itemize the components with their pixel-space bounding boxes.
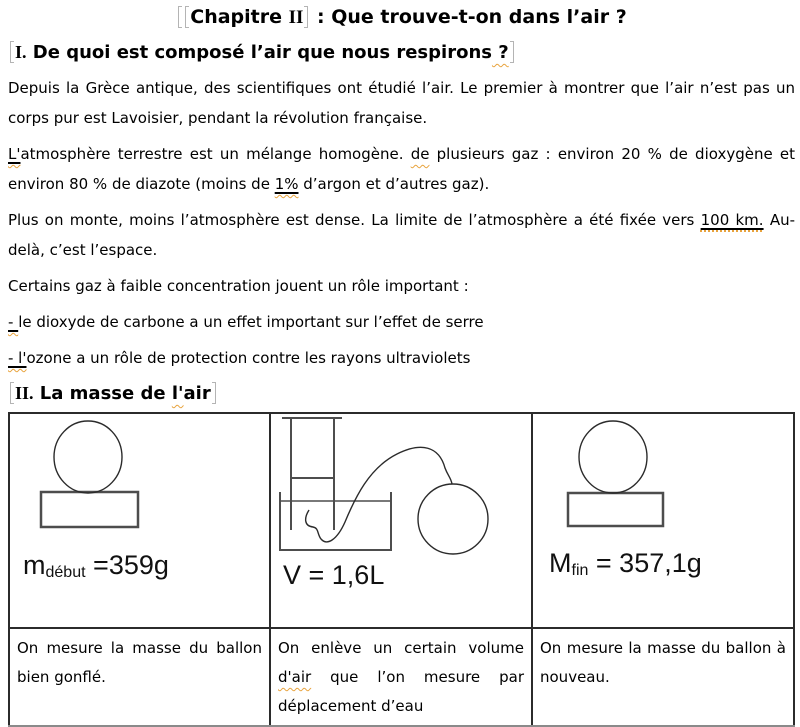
text-segment: atmosphère terrestre est un mélange homogène.	[20, 145, 411, 163]
cell-volume-measurement	[270, 413, 532, 628]
paragraph-history-text: Depuis la Grèce antique, des scientifiques ont étudié l’air. Le premier à montrer que l’air n’est pas un corps pur est Lavoisier, pendant la révolution française.	[8, 79, 795, 127]
bookmark-bracket-icon	[184, 6, 189, 28]
caption-initial-mass	[9, 628, 270, 726]
proof-squiggle: d'air	[278, 668, 312, 686]
cell-initial-mass	[9, 413, 270, 628]
caption-text: On mesure la masse du ballon bien gonflé.	[17, 639, 262, 686]
text-segment: Au-delà, c’est l’espace.	[8, 211, 796, 259]
balloon-circle	[54, 421, 122, 493]
bookmark-bracket-icon	[304, 6, 309, 28]
bookmark-bracket-icon	[9, 382, 14, 404]
section-2-numeral: II.	[15, 383, 34, 403]
bookmark-bracket-icon	[9, 41, 14, 63]
mass-subscript: fin	[571, 562, 589, 579]
section-1-numeral: I.	[15, 42, 27, 62]
caption-final-mass	[532, 628, 794, 726]
chapter-numeral: II	[288, 7, 304, 28]
diagram-row	[9, 413, 794, 628]
text-segment: Certains gaz à faible concentration jouent un rôle important :	[8, 277, 469, 295]
bookmark-bracket-icon	[212, 382, 217, 404]
section-1-text: De quoi est composé l’air que nous respirons	[26, 42, 492, 63]
proof-squiggle: -	[8, 313, 19, 331]
proofed-segment	[275, 175, 299, 193]
text-segment: d’argon et d’autres gaz).	[298, 175, 490, 193]
section-2-text-end: air	[183, 383, 211, 404]
balloon-on-scale-diagram	[10, 414, 270, 627]
proof-squiggle: l'	[171, 383, 184, 404]
section-1-proof-mark: ?	[491, 42, 509, 63]
proof-squiggle: 1%	[274, 175, 299, 193]
proofed-segment	[8, 349, 26, 367]
caption-volume	[270, 628, 532, 726]
mass-value: =359g	[85, 550, 169, 580]
text-segment: ozone a un rôle de protection contre les rayons ultraviolets	[26, 349, 471, 367]
balloon-circle	[579, 421, 647, 493]
proof-squiggle: - l'	[8, 349, 27, 367]
paragraph-trace-gases	[8, 271, 795, 301]
mass-subscript: début	[45, 564, 86, 581]
bookmark-bracket-icon	[177, 6, 182, 28]
scale-rect	[41, 492, 138, 527]
paragraph-history	[8, 73, 795, 133]
section-heading-2	[8, 379, 795, 408]
volume-value: V = 1,6L	[283, 560, 385, 590]
proof-squiggle: L'	[8, 145, 21, 163]
chapter-question: : Que trouve-t-on dans l’air ?	[310, 6, 627, 28]
caption-text: que l’on mesure par déplacement d’eau	[278, 668, 524, 715]
text-segment: plusieurs gaz : environ 20 % de dioxygène et environ 80 % de diazote (moins de	[8, 145, 796, 193]
paragraph-composition	[8, 139, 795, 199]
mass-symbol: M	[549, 548, 572, 578]
mass-symbol: m	[23, 550, 46, 580]
volume-label	[283, 560, 384, 591]
proof-squiggle: de	[410, 145, 430, 163]
proof-dotted: 100 km.	[700, 211, 764, 229]
bullet-co2	[8, 307, 795, 337]
section-heading-1	[8, 38, 795, 67]
proofed-segment	[8, 313, 18, 331]
text-segment: Plus on monte, moins l’atmosphère est dense. La limite de l’atmosphère a été fixée vers	[8, 211, 701, 229]
cell-final-mass	[532, 413, 794, 628]
chapter-word: Chapitre	[190, 6, 289, 28]
section-2-text: La masse de	[33, 383, 172, 404]
scale-rect	[568, 493, 663, 526]
proofed-segment	[8, 145, 20, 163]
mass-value: = 357,1g	[588, 548, 702, 578]
volume-measurement-diagram	[271, 414, 532, 627]
caption-text: On mesure la masse du ballon à nouveau.	[540, 639, 786, 686]
text-segment: le dioxyde de carbone a un effet important sur l’effet de serre	[18, 313, 484, 331]
bullet-ozone	[8, 343, 795, 373]
proofed-segment	[701, 211, 764, 229]
chapter-title	[8, 3, 795, 32]
tubing-curve	[306, 447, 452, 541]
caption-text: On enlève un certain volume	[278, 639, 524, 657]
paragraph-altitude	[8, 205, 795, 265]
caption-row	[9, 628, 794, 726]
balloon-circle	[418, 484, 488, 554]
bookmark-bracket-icon	[510, 41, 515, 63]
final-mass-label	[549, 548, 702, 579]
initial-mass-label	[23, 550, 169, 581]
balloon-on-scale-diagram	[533, 414, 794, 627]
experiment-table	[8, 412, 795, 727]
